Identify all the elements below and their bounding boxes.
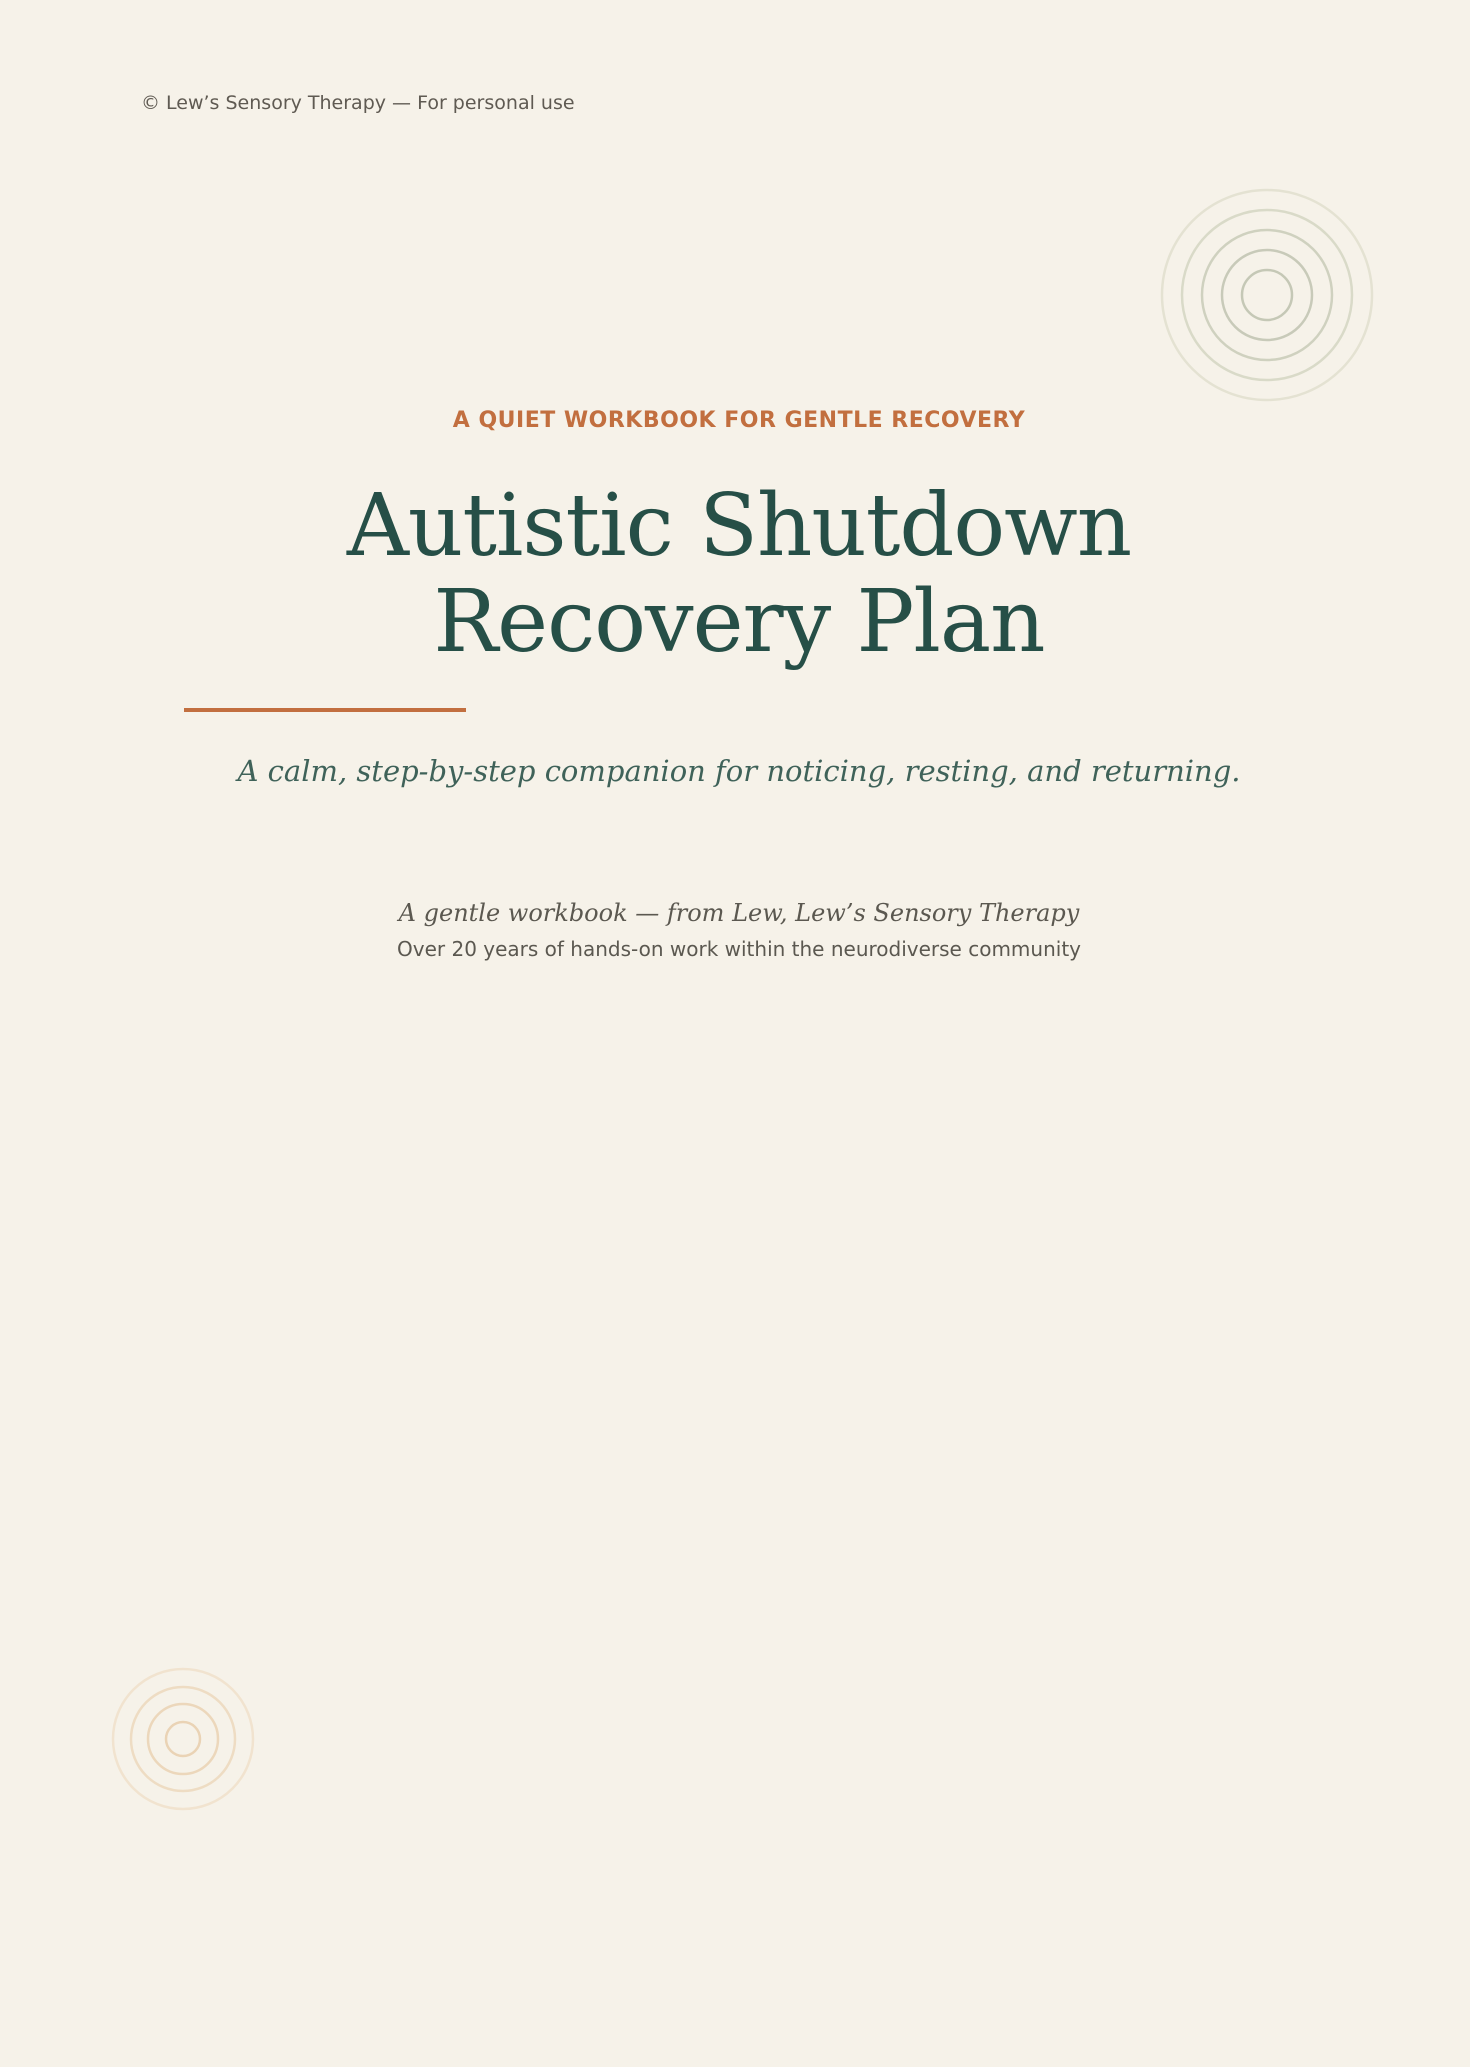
title-line-2: Recovery Plan: [433, 572, 1045, 672]
concentric-circles-icon: [1160, 188, 1374, 402]
concentric-circles-icon: [111, 1667, 255, 1811]
author-byline: A gentle workbook — from Lew, Lew’s Sensory Therapy: [398, 899, 1080, 927]
copyright-notice: © Lew’s Sensory Therapy — For personal use: [141, 92, 575, 114]
author-experience: Over 20 years of hands-on work within the neurodiverse community: [397, 937, 1081, 961]
title-line-1: Autistic Shutdown: [346, 476, 1132, 576]
eyebrow-heading: A QUIET WORKBOOK FOR GENTLE RECOVERY: [452, 408, 1026, 433]
accent-divider: [184, 708, 466, 712]
tagline: A calm, step-by-step companion for noticing, resting, and returning.: [237, 754, 1241, 788]
page-title: [0, 478, 1470, 670]
